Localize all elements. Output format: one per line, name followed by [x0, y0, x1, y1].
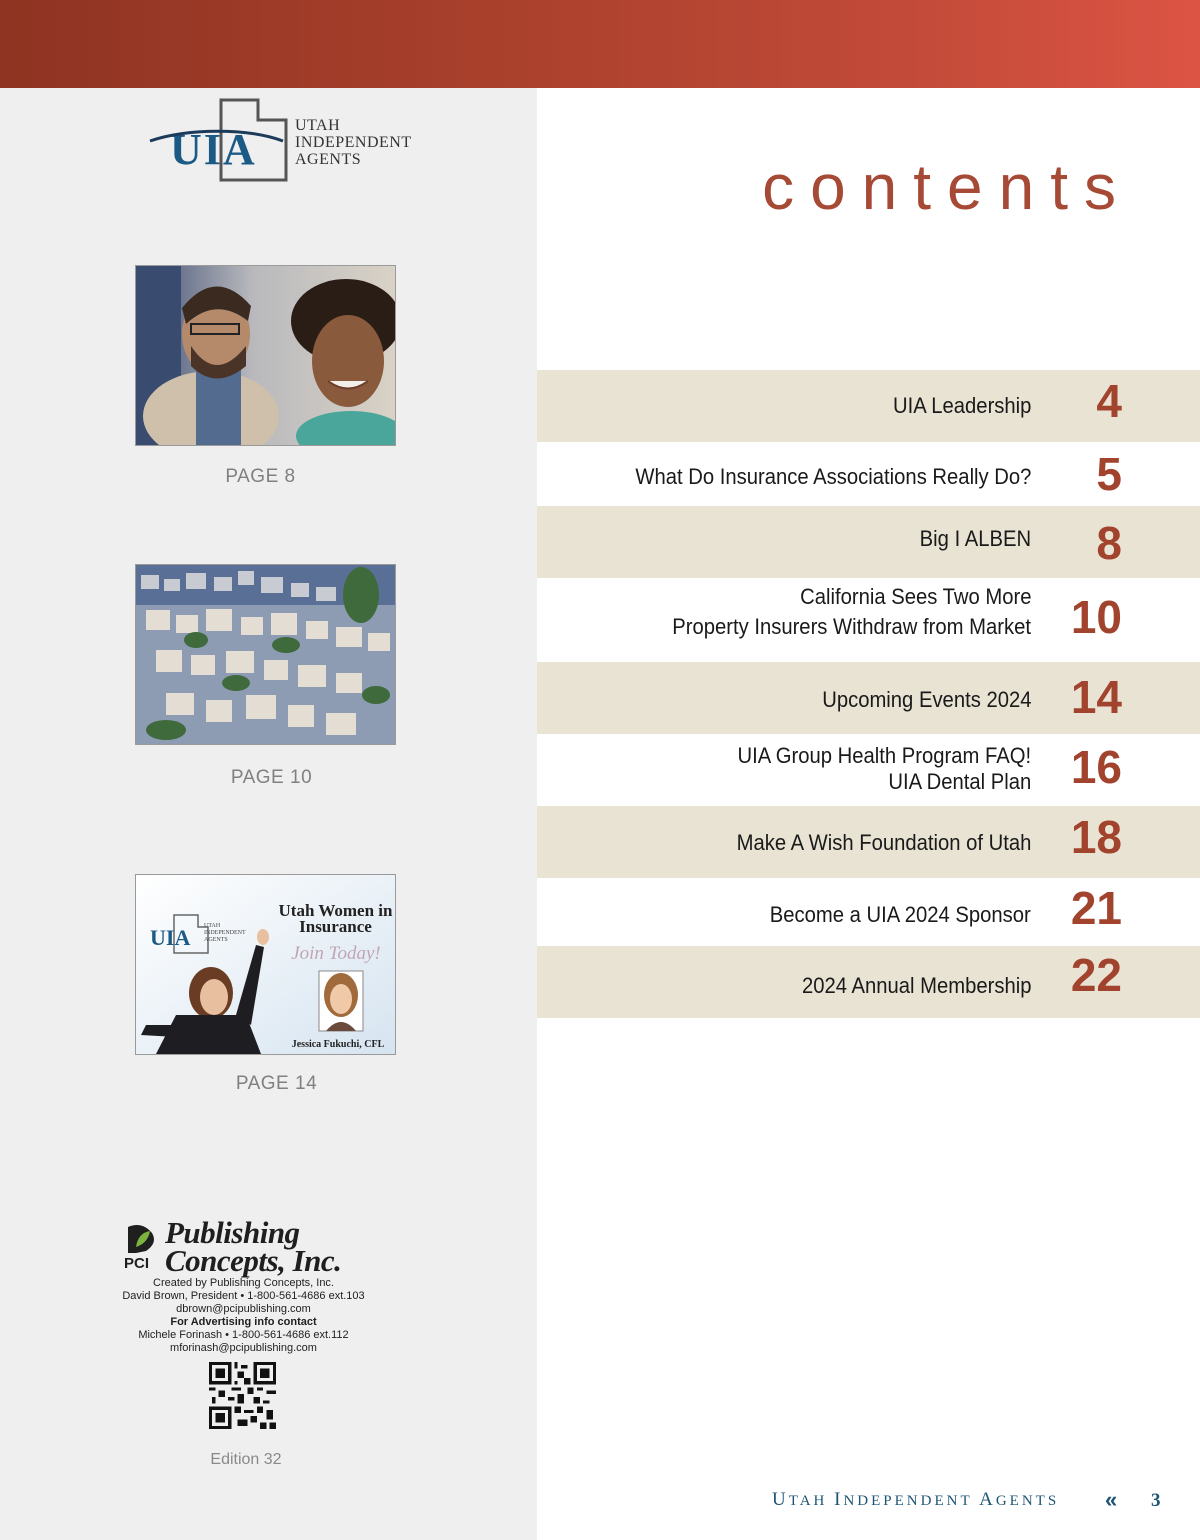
thumbnail-caption-page-8: PAGE 8 [225, 466, 296, 487]
toc-label-line2: UIA Dental Plan [888, 769, 1031, 794]
publisher-name-line2: Concepts, Inc. [165, 1243, 342, 1278]
publisher-abbr: PCI [124, 1255, 150, 1272]
thumbnail-page-8[interactable] [135, 265, 396, 446]
toc-page-number: 8 [1096, 517, 1122, 569]
toc-row[interactable] [537, 946, 1200, 1018]
footer-word-gents: GENTS [995, 1493, 1060, 1509]
toc-label: California Sees Two More [799, 584, 1031, 609]
toc-row[interactable] [537, 806, 1200, 878]
edition-label: Edition 32 [210, 1451, 282, 1468]
toc-page-number: 14 [1070, 671, 1122, 723]
toc-row[interactable] [537, 506, 1200, 578]
hillside-houses-photo [136, 565, 395, 744]
svg-text:UIA: UIA [150, 925, 191, 950]
toc-row[interactable] [537, 370, 1200, 442]
president-contact: David Brown, President • 1-800-561-4686 ext.103 [122, 1290, 365, 1302]
president-email: dbrown@pcipublishing.com [176, 1303, 311, 1315]
footer-word-tah: TAH [788, 1493, 835, 1509]
ad-logo-line3: AGENTS [204, 937, 228, 943]
ad-person-name: Jessica Fukuchi, CFL [291, 1039, 385, 1050]
footer-letter-i: I [834, 1489, 844, 1510]
created-by-text: Created by Publishing Concepts, Inc. [153, 1277, 334, 1289]
toc-row[interactable] [537, 578, 1200, 662]
uia-logo [148, 98, 428, 188]
logo-line2: INDEPENDENT [295, 134, 412, 151]
logo-line1: UTAH [295, 117, 341, 134]
toc-label: Become a UIA 2024 Sponsor [769, 902, 1031, 927]
toc-label: Make A Wish Foundation of Utah [736, 830, 1031, 855]
footer-letter-u: U [772, 1489, 789, 1510]
footer-letter-a: A [979, 1489, 996, 1510]
ad-tagline: Join Today! [291, 943, 381, 964]
toc-label: UIA Group Health Program FAQ! [737, 743, 1031, 768]
toc-label: Big I ALBEN [919, 526, 1031, 551]
toc-label: What Do Insurance Associations Really Do? [634, 464, 1031, 489]
uia-logo-mark-icon [148, 98, 298, 188]
top-banner [0, 0, 1200, 88]
ad-logo-wordmark [204, 923, 246, 944]
toc-row[interactable] [537, 734, 1200, 806]
ad-logo-line1: UTAH [204, 923, 221, 929]
logo-wordmark [295, 117, 412, 168]
toc-label: UIA Leadership [892, 393, 1031, 418]
toc-page-number: 21 [1070, 882, 1122, 934]
publisher-info [0, 1277, 487, 1355]
pci-leaf-icon [122, 1219, 162, 1259]
svg-text:UIA: UIA [170, 125, 257, 174]
toc-row[interactable] [537, 878, 1200, 946]
toc-page-number: 10 [1070, 591, 1122, 643]
toc-row[interactable] [537, 662, 1200, 734]
toc-page-number: 4 [1096, 375, 1122, 427]
toc-page-number: 22 [1070, 949, 1122, 1001]
page-title: contents [762, 151, 1132, 223]
advertising-email: mforinash@pcipublishing.com [170, 1342, 317, 1354]
logo-line3: AGENTS [295, 151, 362, 168]
people-smiling-photo [136, 266, 395, 445]
advertising-contact: Michele Forinash • 1-800-561-4686 ext.112 [138, 1329, 349, 1341]
toc-page-number: 5 [1096, 448, 1122, 500]
thumbnail-page-14[interactable] [135, 874, 396, 1055]
toc-page-number: 16 [1070, 741, 1122, 793]
advertising-heading: For Advertising info contact [170, 1316, 317, 1328]
thumbnail-page-10[interactable] [135, 564, 396, 745]
toc-label-line2: Property Insurers Withdraw from Market [672, 614, 1031, 639]
toc-row[interactable] [537, 442, 1200, 506]
thumbnail-caption-page-10: PAGE 10 [230, 767, 313, 788]
footer-word-ndependent: NDEPENDENT [843, 1493, 980, 1509]
toc-page-number: 18 [1070, 811, 1122, 863]
footer-page-number: 3 [1151, 1490, 1161, 1511]
ad-logo-line2: INDEPENDENT [204, 930, 246, 936]
toc-label: 2024 Annual Membership [801, 973, 1031, 998]
qr-code-icon[interactable] [209, 1362, 276, 1429]
ad-title: Utah Women in Insurance [278, 901, 393, 936]
footer-publication-name [772, 1489, 1059, 1511]
publisher-name-line1: Publishing [165, 1215, 300, 1250]
toc-label: Upcoming Events 2024 [821, 687, 1031, 712]
double-chevron-left-icon: « [1105, 1487, 1118, 1512]
thumbnail-caption-page-14: PAGE 14 [235, 1073, 318, 1094]
